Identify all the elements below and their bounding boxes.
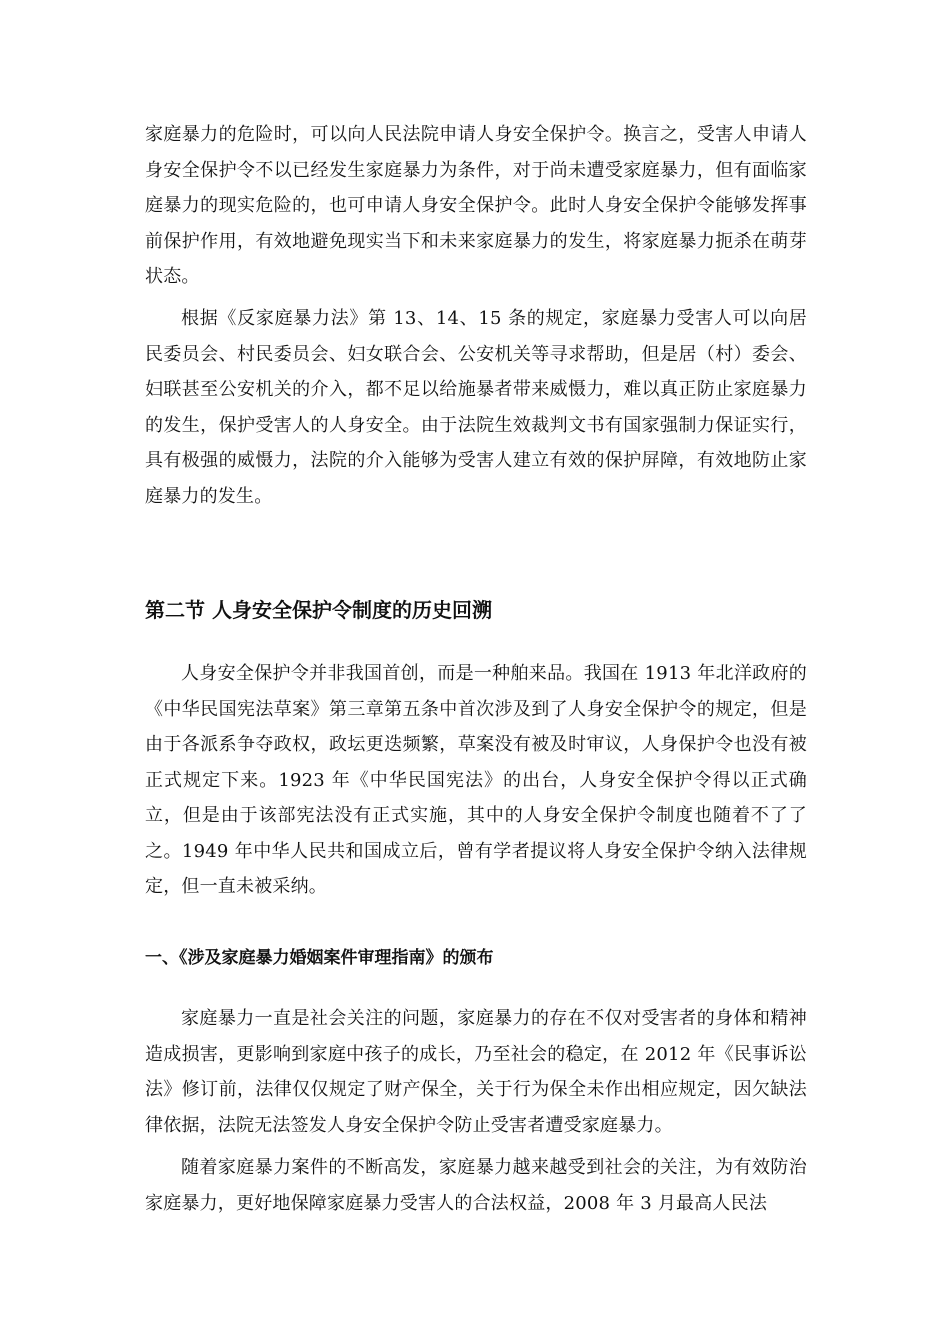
- paragraph-dv-cases: 随着家庭暴力案件的不断高发，家庭暴力越来越受到社会的关注，为有效防治家庭暴力，更好地保障家庭暴力受害人的合法权益，2008 年 3 月最高人民法: [145, 1157, 807, 1214]
- paragraph-continuation: 家庭暴力的危险时，可以向人民法院申请人身安全保护令。换言之，受害人申请人身安全保护令不以已经发生家庭暴力为条件，对于尚未遭受家庭暴力，但有面临家庭暴力的现实危险的，也可申请人身安全保护令。此时人身安全保护令能够发挥事前保护作用，有效地避免现实当下和未来家庭暴力的发生，将家庭暴力扼杀在萌芽状态。: [145, 124, 807, 287]
- paragraph-history: 人身安全保护令并非我国首创，而是一种舶来品。我国在 1913 年北洋政府的《中华民国宪法草案》第三章第五条中首次涉及到了人身安全保护令的规定，但是由于各派系争夺政权，政坛更迭频繁，草案没有被及时审议，人身保护令也没有被正式规定下来。1923 年《中华民国宪法》的出台，人身安全保护令得以正式确立，但是由于该部宪法没有正式实施，其中的人身安全保护令制度也随着不了了之。1949 年中华人民共和国成立后，曾有学者提议将人身安全保护令纳入法律规定，但一直未被采纳。: [145, 663, 807, 897]
- subsection-heading: 一、《涉及家庭暴力婚姻案件审理指南》的颁布: [145, 948, 494, 968]
- section-heading: 第二节 人身安全保护令制度的历史回溯: [145, 598, 492, 622]
- paragraph-dv-concern: 家庭暴力一直是社会关注的问题，家庭暴力的存在不仅对受害者的身体和精神造成损害，更影响到家庭中孩子的成长，乃至社会的稳定，在 2012 年《民事诉讼法》修订前，法律仅仅规定了财产保全，关于行为保全未作出相应规定，因欠缺法律依据，法院无法签发人身安全保护令防止受害者遭受家庭暴力。: [145, 1008, 807, 1136]
- paragraph-anti-dv-law: 根据《反家庭暴力法》第 13、14、15 条的规定，家庭暴力受害人可以向居民委员会、村民委员会、妇女联合会、公安机关等寻求帮助，但是居（村）委会、妇联甚至公安机关的介入，都不足以给施暴者带来威慑力，难以真正防止家庭暴力的发生，保护受害人的人身安全。由于法院生效裁判文书有国家强制力保证实行，具有极强的威慑力，法院的介入能够为受害人建立有效的保护屏障，有效地防止家庭暴力的发生。: [145, 308, 807, 507]
